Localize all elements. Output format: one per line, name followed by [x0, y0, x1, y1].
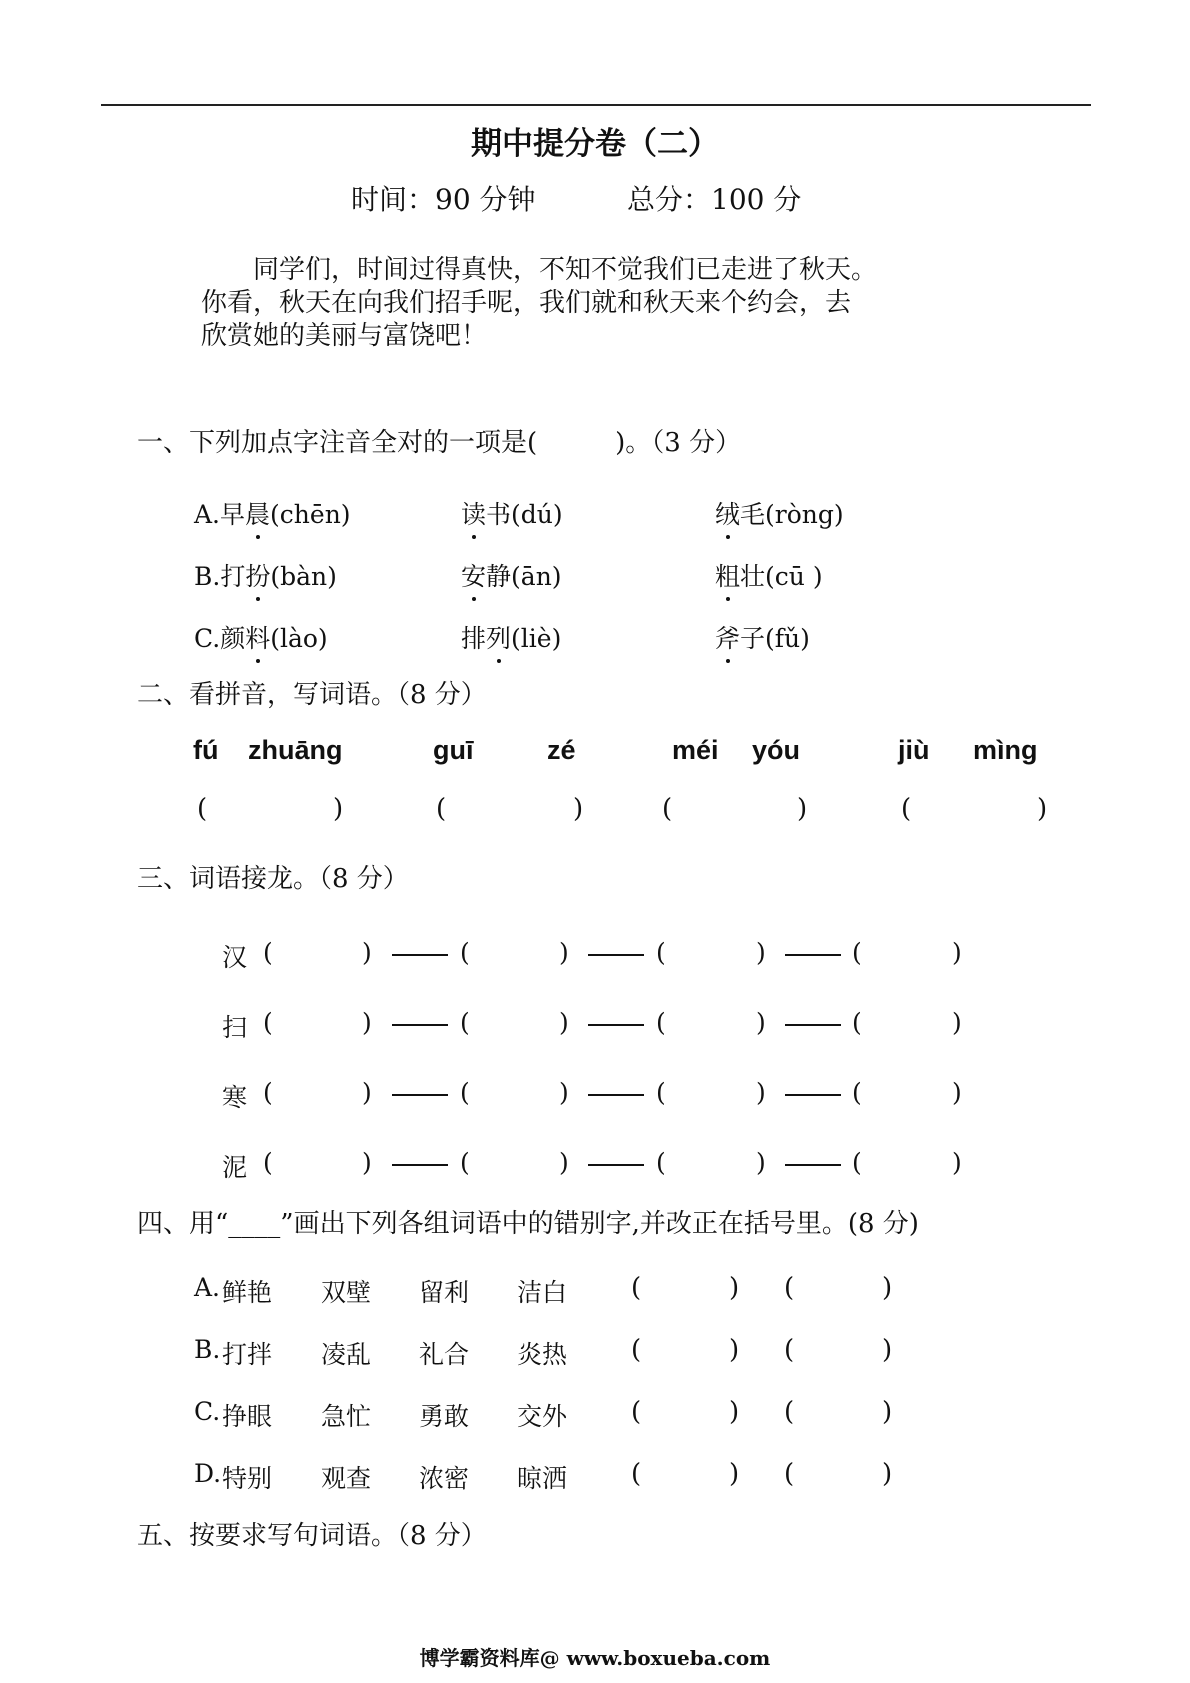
- answer-box-open[interactable]: (: [631, 1397, 642, 1427]
- dotted-char: 扮: [245, 557, 270, 593]
- dotted-char: 安: [461, 557, 486, 593]
- pinyin-text: (ròng): [765, 500, 844, 529]
- answer-box-open[interactable]: (: [197, 794, 208, 824]
- answer-box-open[interactable]: (: [852, 1148, 862, 1177]
- chain-dash: [785, 1024, 841, 1026]
- answer-box-open[interactable]: (: [460, 1078, 470, 1107]
- word-item: 勇敢: [419, 1402, 470, 1431]
- answer-box-open[interactable]: (: [784, 1335, 795, 1365]
- pinyin-option: [461, 619, 561, 655]
- answer-box-close: ): [952, 938, 962, 967]
- word-item: 晾洒: [517, 1464, 568, 1493]
- word-item: 鲜艳: [222, 1278, 273, 1307]
- dotted-char: 粗: [715, 557, 740, 593]
- pinyin-text: (bàn): [270, 562, 337, 591]
- word-item: 观查: [321, 1464, 372, 1493]
- dotted-char: 绒: [715, 495, 740, 531]
- intro-paragraph: [201, 254, 961, 353]
- answer-box-close: ): [882, 1459, 893, 1489]
- answer-box-open[interactable]: (: [656, 1008, 666, 1037]
- plain-char: 早: [220, 500, 246, 529]
- pinyin-syllable: mìng: [973, 735, 1038, 765]
- intro-line: 欣赏她的美丽与富饶吧！: [201, 321, 488, 351]
- pinyin-text: (chēn): [270, 500, 351, 529]
- option-label: C.: [194, 1397, 221, 1426]
- dotted-char: 列: [486, 619, 511, 655]
- option-label: C.: [194, 624, 221, 653]
- answer-box-open[interactable]: (: [656, 1148, 666, 1177]
- answer-box-close: ): [882, 1273, 893, 1303]
- word-item: 挣眼: [222, 1402, 273, 1431]
- answer-box-close: ): [756, 938, 766, 967]
- word-item: 特别: [222, 1464, 273, 1493]
- option-label: B.: [194, 562, 221, 591]
- answer-box-open[interactable]: (: [784, 1273, 795, 1303]
- chain-dash: [785, 954, 841, 956]
- answer-box-open[interactable]: (: [631, 1335, 642, 1365]
- dotted-char: 料: [245, 619, 270, 655]
- answer-box-open[interactable]: (: [631, 1273, 642, 1303]
- dotted-char: 晨: [245, 495, 270, 531]
- pinyin-option: [715, 557, 823, 593]
- q3-heading: 三、词语接龙。（8 分）: [137, 864, 409, 894]
- chain-dash: [785, 1094, 841, 1096]
- pinyin-text: (cū ): [765, 562, 823, 591]
- answer-box-open[interactable]: (: [460, 938, 470, 967]
- answer-box-close: ): [797, 794, 808, 824]
- chain-dash: [588, 1164, 644, 1166]
- pinyin-option: [194, 619, 328, 655]
- answer-box-open[interactable]: (: [784, 1397, 795, 1427]
- answer-box-close: ): [756, 1008, 766, 1037]
- pinyin-text: (dú): [511, 500, 563, 529]
- exam-title: 期中提分卷（二）: [471, 126, 719, 162]
- chain-dash: [785, 1164, 841, 1166]
- chain-dash: [392, 954, 448, 956]
- answer-box-close: ): [756, 1078, 766, 1107]
- answer-box-close: ): [573, 794, 584, 824]
- chain-dash: [588, 1024, 644, 1026]
- answer-box-open[interactable]: (: [656, 938, 666, 967]
- answer-box-open[interactable]: (: [656, 1078, 666, 1107]
- q4-heading: 四、用“____”画出下列各组词语中的错别字,并改正在括号里。(8 分): [137, 1209, 919, 1239]
- pinyin-text: (ān): [511, 562, 562, 591]
- q5-heading: 五、按要求写句词语。（8 分）: [137, 1521, 487, 1551]
- plain-char: 排: [461, 624, 487, 653]
- pinyin-syllable: yóu: [752, 735, 801, 765]
- answer-box-close: ): [333, 794, 344, 824]
- answer-box-close: ): [559, 1148, 569, 1177]
- chain-dash: [392, 1094, 448, 1096]
- pinyin-syllable: jiù: [898, 735, 930, 765]
- option-label: A.: [194, 1273, 221, 1302]
- pinyin-text: (lào): [270, 624, 328, 653]
- answer-box-open[interactable]: (: [852, 938, 862, 967]
- plain-char: 颜: [220, 624, 246, 653]
- pinyin-option: [194, 495, 351, 531]
- answer-box-close: ): [362, 1008, 372, 1037]
- answer-box-close: ): [559, 1078, 569, 1107]
- chain-start-char: 扫: [222, 1013, 248, 1042]
- answer-box-close: ): [952, 1008, 962, 1037]
- answer-box-close: ): [362, 1148, 372, 1177]
- word-item: 凌乱: [321, 1340, 372, 1369]
- pinyin-option: [461, 495, 563, 531]
- chain-dash: [392, 1164, 448, 1166]
- answer-box-close: ): [952, 1148, 962, 1177]
- pinyin-option: [461, 557, 562, 593]
- chain-start-char: 汉: [222, 943, 248, 972]
- answer-box-close: ): [729, 1273, 740, 1303]
- answer-box-open[interactable]: (: [263, 938, 273, 967]
- answer-box-close: ): [729, 1397, 740, 1427]
- footer-watermark: 博学霸资料库@ www.boxueba.com: [419, 1646, 771, 1670]
- dotted-char: 读: [461, 495, 486, 531]
- answer-box-close: ): [1037, 794, 1048, 824]
- answer-box-open[interactable]: (: [662, 794, 673, 824]
- chain-dash: [392, 1024, 448, 1026]
- answer-box-close: ): [952, 1078, 962, 1107]
- answer-box-open[interactable]: (: [852, 1078, 862, 1107]
- answer-box-close: ): [559, 938, 569, 967]
- answer-box-close: ): [729, 1335, 740, 1365]
- pinyin-syllable: guī: [433, 735, 474, 765]
- answer-box-open[interactable]: (: [784, 1459, 795, 1489]
- answer-box-close: ): [362, 938, 372, 967]
- pinyin-option: [715, 619, 810, 655]
- answer-box-close: ): [362, 1078, 372, 1107]
- option-label: B.: [194, 1335, 221, 1364]
- plain-char: 子: [740, 624, 766, 653]
- chain-start-char: 寒: [222, 1083, 248, 1112]
- answer-box-open[interactable]: (: [436, 794, 447, 824]
- q2-heading: 二、看拼音，写词语。（8 分）: [137, 680, 487, 710]
- intro-line: 你看，秋天在向我们招手呢，我们就和秋天来个约会，去: [201, 288, 852, 318]
- plain-char: 静: [486, 562, 512, 591]
- dotted-char: 斧: [715, 619, 740, 655]
- header-rule: [101, 104, 1091, 106]
- option-label: D.: [194, 1459, 222, 1488]
- word-item: 礼合: [419, 1340, 470, 1369]
- chain-dash: [588, 1094, 644, 1096]
- pinyin-text: (liè): [511, 624, 562, 653]
- answer-box-close: ): [756, 1148, 766, 1177]
- plain-char: 书: [486, 500, 512, 529]
- answer-box-open[interactable]: (: [263, 1078, 273, 1107]
- pinyin-syllable: zhuāng: [248, 735, 343, 765]
- pinyin-text: (fǔ): [765, 624, 810, 653]
- word-item: 浓密: [419, 1464, 470, 1493]
- pinyin-syllable: zé: [547, 735, 576, 765]
- pinyin-option: [194, 557, 337, 593]
- chain-start-char: 泥: [222, 1153, 248, 1182]
- answer-box-close: ): [729, 1459, 740, 1489]
- plain-char: 壮: [740, 562, 766, 591]
- option-label: A.: [194, 500, 221, 529]
- answer-box-open[interactable]: (: [263, 1148, 273, 1177]
- plain-char: 打: [220, 562, 246, 591]
- answer-box-close: ): [882, 1397, 893, 1427]
- word-item: 打拌: [222, 1340, 273, 1369]
- word-item: 双壁: [321, 1278, 372, 1307]
- exam-score: 总分：100 分: [627, 183, 802, 216]
- answer-box-open[interactable]: (: [263, 1008, 273, 1037]
- pinyin-syllable: méi: [672, 735, 719, 765]
- word-item: 急忙: [321, 1402, 372, 1431]
- answer-box-open[interactable]: (: [631, 1459, 642, 1489]
- exam-time: 时间：90 分钟: [351, 183, 536, 216]
- answer-box-open[interactable]: (: [901, 794, 912, 824]
- answer-box-close: ): [882, 1335, 893, 1365]
- answer-box-open[interactable]: (: [460, 1008, 470, 1037]
- answer-box-open[interactable]: (: [460, 1148, 470, 1177]
- word-item: 炎热: [517, 1340, 568, 1369]
- word-item: 洁白: [517, 1278, 568, 1307]
- plain-char: 毛: [740, 500, 766, 529]
- answer-box-close: ): [559, 1008, 569, 1037]
- word-item: 交外: [517, 1402, 568, 1431]
- pinyin-option: [715, 495, 844, 531]
- q1-heading: 一、下列加点字注音全对的一项是( )。（3 分）: [137, 428, 742, 458]
- pinyin-syllable: fú: [193, 735, 219, 765]
- intro-line: 同学们，时间过得真快，不知不觉我们已走进了秋天。: [253, 255, 878, 285]
- word-item: 留利: [419, 1278, 470, 1307]
- answer-box-open[interactable]: (: [852, 1008, 862, 1037]
- chain-dash: [588, 954, 644, 956]
